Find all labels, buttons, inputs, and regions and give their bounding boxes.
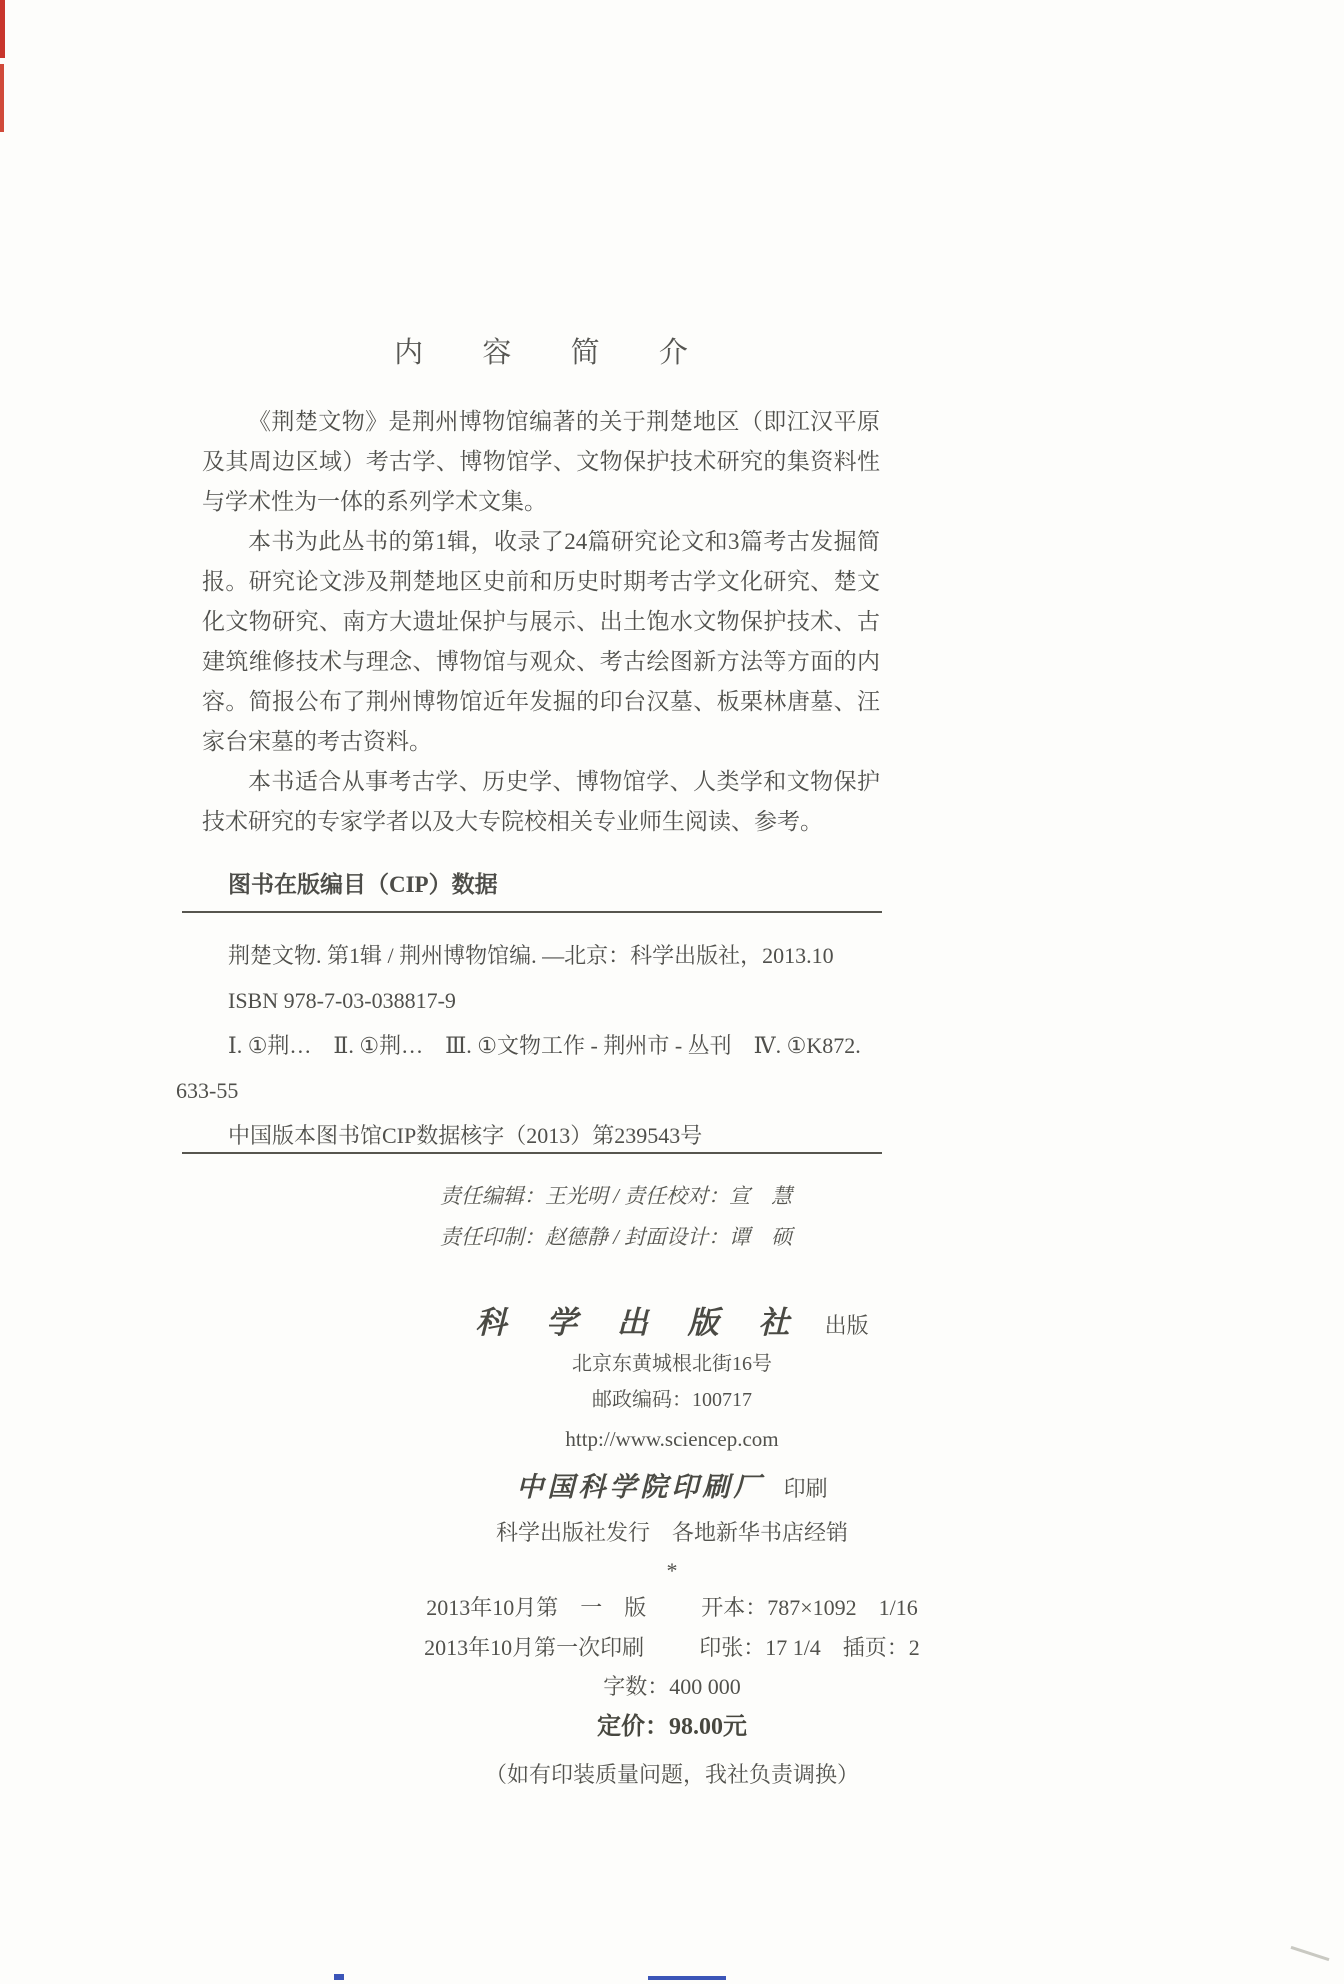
printer-line — [12, 1464, 1332, 1510]
printer-role-label: 印刷 — [783, 1476, 828, 1501]
edition-date: 2013年10月第 一 版 — [426, 1595, 647, 1620]
scan-artifact-grey-corner — [1291, 1946, 1330, 1961]
separator-star: * — [666, 1558, 678, 1583]
cip-line-class-continued: 633-55 — [176, 1078, 239, 1103]
publisher-line — [12, 1300, 1332, 1346]
scan-artifact-red-edge-lower — [0, 64, 4, 132]
format-spec: 开本：787×1092 1/16 — [701, 1595, 918, 1620]
intro-body — [202, 402, 880, 842]
sheets-spec: 印张：17 1/4 插页：2 — [699, 1635, 920, 1660]
cip-line-isbn: ISBN 978-7-03-038817-9 — [228, 988, 456, 1013]
printing-row — [12, 1628, 1332, 1668]
cip-line-title: 荆楚文物. 第1辑 / 荆州博物馆编. —北京：科学出版社，2013.10 — [228, 943, 834, 968]
intro-paragraph-1: 《荆楚文物》是荆州博物馆编著的关于荆楚地区（即江汉平原及其周边区域）考古学、博物馆学、文物保护技术研究的集资料性与学术性为一体的系列学术文集。 — [202, 409, 880, 514]
word-count: 字数：400 000 — [603, 1674, 741, 1699]
distribution-line: 科学出版社发行 各地新华书店经销 — [495, 1520, 848, 1545]
edition-row — [12, 1588, 1332, 1628]
scan-artifact-blue-dash-right — [648, 1976, 726, 1980]
publisher-name-logotype: 科 学 出 版 社 — [475, 1305, 806, 1340]
price: 定价：98.00元 — [597, 1714, 747, 1740]
cip-rule-top — [182, 911, 882, 913]
cip-block — [176, 866, 880, 1158]
credits-editor-line: 责任编辑：王光明 / 责任校对：宣 慧 — [439, 1184, 793, 1208]
publisher-postcode: 邮政编码：100717 — [592, 1389, 752, 1411]
printer-name-logotype: 中国科学院印刷厂 — [516, 1472, 765, 1502]
colophon — [12, 1300, 1332, 1798]
scan-artifact-red-edge-top — [0, 0, 5, 58]
intro-paragraph-3: 本书适合从事考古学、历史学、博物馆学、人类学和文物保护技术研究的专家学者以及大专院校相关专业师生阅读、参考。 — [202, 769, 880, 834]
intro-paragraph-2: 本书为此丛书的第1辑，收录了24篇研究论文和3篇考古发掘简报。研究论文涉及荆楚地区史前和历史时期考古学文化研究、楚文化文物研究、南方大遗址保护与展示、出土饱水文物保护技术、古建筑维修技术与理念、博物馆与观众、考古绘图新方法等方面的内容。简报公布了荆州博物馆近年发掘的印台汉墓、板栗林唐墓、汪家台宋墓的考古资料。 — [202, 529, 880, 754]
cip-line-classification: Ⅰ. ①荆… Ⅱ. ①荆… Ⅲ. ①文物工作 - 荆州市 - 丛刊 Ⅳ. ①K872. — [228, 1033, 861, 1058]
cip-lines — [176, 933, 880, 1158]
publisher-website: http://www.sciencep.com — [565, 1427, 779, 1451]
cip-rule-bottom — [182, 1152, 882, 1154]
quality-note: （如有印装质量问题，我社负责调换） — [484, 1762, 859, 1787]
printing-date: 2013年10月第一次印刷 — [424, 1635, 645, 1660]
cip-line-registry: 中国版本图书馆CIP数据核字（2013）第239543号 — [228, 1123, 703, 1148]
publisher-role-label: 出版 — [824, 1313, 869, 1338]
cip-heading: 图书在版编目（CIP）数据 — [228, 872, 498, 897]
credits-block — [202, 1176, 880, 1258]
publisher-address: 北京东黄城根北街16号 — [572, 1353, 772, 1375]
credits-printer-line: 责任印制：赵德静 / 封面设计：谭 硕 — [439, 1225, 793, 1249]
scan-artifact-blue-dash-left — [334, 1974, 344, 1980]
intro-title: 内 容 简 介 — [394, 337, 714, 369]
